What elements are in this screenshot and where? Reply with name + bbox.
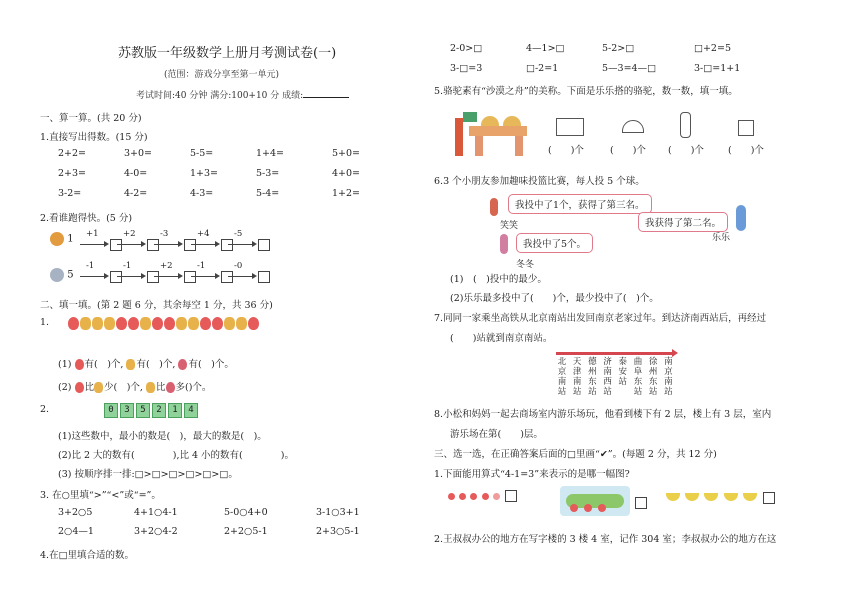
calc-item: 4-2=	[124, 188, 148, 199]
q1b-more: 多()个。	[175, 382, 212, 393]
answer-box	[221, 271, 233, 283]
pineapple-icon	[236, 317, 247, 330]
answer-box-b[interactable]	[635, 497, 647, 509]
banana-icon	[704, 493, 718, 501]
chain-op: -3	[160, 229, 169, 239]
shape-count-blank: ( )个	[548, 145, 584, 156]
fill-item: □-2=1	[526, 63, 559, 74]
q1b-less: 少( )个,	[104, 382, 143, 393]
shape-count-blank: ( )个	[610, 145, 646, 156]
calc-item: 2+3=	[58, 168, 87, 179]
arrow-icon	[178, 241, 183, 247]
digit-card: 5	[136, 403, 150, 418]
compare-item: 3-1○3+1	[316, 507, 360, 518]
chain-op: +2	[123, 229, 136, 239]
q7-text-a: 7.同同一家乘坐高铁从北京南站出发回南京老家过年。到达济南西站后，再经过	[434, 313, 767, 324]
sec1-q2: 2.看谁跑得快。(5 分)	[40, 213, 133, 224]
pineapple-icon	[188, 317, 199, 330]
sec2-q1-b	[58, 379, 211, 393]
fill-item: □+2=5	[694, 43, 731, 54]
bubble-dongdong: 我投中了5个。	[516, 233, 593, 253]
arrow-icon	[141, 241, 146, 247]
s3-q1: 1.下面能用算式“4-1=3”来表示的是哪一幅图?	[434, 469, 630, 480]
child-lele-icon	[736, 205, 746, 231]
strawberry-icon	[166, 382, 175, 393]
answer-box	[110, 271, 122, 283]
calc-item: 5+0=	[332, 148, 361, 159]
child-xiaoxiao-icon	[490, 198, 498, 216]
option-a-cherries	[448, 490, 518, 502]
answer-box-a[interactable]	[505, 490, 517, 502]
answer-box	[258, 239, 270, 251]
calc-item: 5-4=	[256, 188, 280, 199]
scope-note: (范围：游戏分享至第一单元)	[164, 70, 280, 80]
bubble-xiaoxiao: 我投中了1个，获得了第三名。	[508, 194, 652, 214]
rail-arrow-icon	[672, 349, 678, 357]
q5-text: 5.骆驼素有“沙漠之舟”的美称。下面是乐乐搭的骆驼，数一数，填一填。	[434, 86, 738, 97]
chain-op: +4	[197, 229, 210, 239]
elephant-icon	[50, 268, 64, 282]
compare-item: 3+2○5	[58, 507, 93, 518]
arrow-icon	[141, 273, 146, 279]
answer-box	[110, 239, 122, 251]
arrow-line	[228, 244, 254, 245]
arrow-line	[117, 276, 143, 277]
compare-item: 5-0○4+0	[224, 507, 268, 518]
pineapple-icon	[92, 317, 103, 330]
section1-heading: 一、算一算。(共 20 分)	[40, 113, 142, 124]
apple-icon	[68, 317, 79, 330]
cherry-icon	[448, 493, 455, 500]
apple-icon	[248, 317, 259, 330]
q1b-bi: 比	[84, 382, 95, 393]
arrow-line	[80, 244, 106, 245]
apple-icon	[152, 317, 163, 330]
digit-card: 2	[152, 403, 166, 418]
banana-icon	[685, 493, 699, 501]
fill-item: 3-□=3	[450, 63, 483, 74]
strawberry-icon	[178, 359, 187, 370]
banana-icon	[666, 493, 680, 501]
station-name: 天津南站	[572, 357, 582, 397]
apple-icon	[212, 317, 223, 330]
apple-icon	[128, 317, 139, 330]
arrow-line	[154, 244, 180, 245]
sec2-q4: 4.在□里填合适的数。	[40, 550, 135, 561]
pineapple-icon	[80, 317, 91, 330]
fill-item: 4—1>□	[526, 43, 565, 54]
sec2-q2-num: 2.	[40, 404, 50, 415]
answer-box	[147, 239, 159, 251]
chain-op: +2	[160, 261, 173, 271]
apple-icon	[164, 317, 175, 330]
answer-box	[147, 271, 159, 283]
compare-item: 3+2○4-2	[134, 526, 178, 537]
banana-icon	[724, 493, 738, 501]
name-dongdong: 冬冬	[516, 260, 535, 270]
station-name: 北京南站	[557, 357, 567, 397]
answer-box	[258, 271, 270, 283]
fill-item: 5—3=4—□	[602, 63, 657, 74]
s3-q2: 2.王叔叔办公的地方在写字楼的 3 楼 4 室，记作 304 室；李叔叔办公的地方在这	[434, 534, 777, 545]
option-c-bananas	[666, 492, 776, 504]
rail-line	[556, 352, 674, 355]
half-cylinder-icon	[622, 120, 644, 133]
sec2-q1-a	[58, 356, 234, 370]
exam-info	[136, 88, 349, 101]
calc-item: 4-3=	[190, 188, 214, 199]
calc-item: 5-5=	[190, 148, 214, 159]
fruit-row	[68, 317, 260, 330]
lion-icon	[50, 232, 64, 246]
pineapple-icon	[104, 317, 115, 330]
station-name: 徐州东站	[648, 357, 658, 397]
digit-card: 3	[120, 403, 134, 418]
calc-item: 4+0=	[332, 168, 361, 179]
chain1-start: 1	[67, 233, 74, 245]
answer-box	[184, 239, 196, 251]
digit-card: 0	[104, 403, 118, 418]
pineapple-icon	[94, 382, 103, 393]
answer-box-c[interactable]	[763, 492, 775, 504]
cube-icon	[738, 120, 754, 136]
arrow-icon	[252, 241, 257, 247]
option-b-apple-tree-image	[560, 486, 630, 516]
q6-1: (1) ( )投中的最少。	[450, 274, 547, 285]
sec2-q2-2: (2)比 2 大的数有( ),比 4 小的数有( )。	[58, 450, 294, 461]
chain-op: +1	[86, 229, 99, 239]
station-name: 泰安站	[618, 357, 628, 387]
arrow-icon	[215, 241, 220, 247]
pineapple-icon	[224, 317, 235, 330]
arrow-icon	[178, 273, 183, 279]
station-name: 德州东站	[588, 357, 597, 397]
digit-cards	[104, 403, 200, 418]
station-name: 济南西站	[603, 357, 612, 397]
apple-icon	[75, 382, 84, 393]
arrow-line	[117, 244, 143, 245]
arrow-line	[191, 276, 217, 277]
chain-1	[50, 232, 74, 246]
apple-icon	[75, 359, 84, 370]
arrow-icon	[215, 273, 220, 279]
page-title: 苏教版一年级数学上册月考测试卷(一)	[118, 46, 337, 61]
compare-item: 2○4—1	[58, 526, 94, 537]
child-dongdong-icon	[500, 234, 508, 254]
banana-icon	[743, 493, 757, 501]
q1a-pine: 有( )个,	[136, 359, 176, 370]
arrow-icon	[104, 241, 109, 247]
pineapple-icon	[126, 359, 135, 370]
pineapple-icon	[140, 317, 151, 330]
chain-op: -0	[234, 261, 243, 271]
camel-blocks-image	[455, 108, 533, 156]
sec2-q1-num: 1.	[40, 317, 50, 328]
arrow-line	[228, 276, 254, 277]
chain-op: -1	[123, 261, 132, 271]
cherry-icon	[493, 493, 500, 500]
calc-item: 5-3=	[256, 168, 280, 179]
answer-box	[184, 271, 196, 283]
calc-item: 4-0=	[124, 168, 148, 179]
sec2-q2-3: (3) 按顺序排一排:□>□>□>□>□>□。	[58, 469, 238, 480]
chain-op: -5	[234, 229, 243, 239]
compare-item: 4+1○4-1	[134, 507, 178, 518]
q1b-bi2: 比	[155, 382, 166, 393]
compare-item: 2+2○5-1	[224, 526, 268, 537]
chain-op: -1	[197, 261, 206, 271]
q1a-apple: 有( )个,	[84, 359, 124, 370]
cherry-icon	[459, 493, 466, 500]
cherry-icon	[470, 493, 477, 500]
arrow-icon	[252, 273, 257, 279]
digit-card: 1	[168, 403, 182, 418]
q8-text-a: 8.小松和妈妈一起去商场室内游乐场玩，他看到楼下有 2 层，楼上有 3 层，室内	[434, 409, 772, 420]
arrow-line	[154, 276, 180, 277]
arrow-line	[80, 276, 106, 277]
apple-icon	[200, 317, 211, 330]
shape-count-blank: ( )个	[668, 145, 704, 156]
answer-box	[221, 239, 233, 251]
calc-item: 1+2=	[332, 188, 361, 199]
cherry-icon	[482, 493, 489, 500]
q1a-label: (1)	[58, 359, 72, 370]
name-xiaoxiao: 笑笑	[500, 221, 519, 231]
station-name: 南京南站	[664, 357, 673, 397]
cylinder-icon	[680, 112, 691, 138]
calc-item: 3+0=	[124, 148, 153, 159]
fill-item: 2-0>□	[450, 43, 483, 54]
fill-item: 3-□=1+1	[694, 63, 741, 74]
shape-count-blank: ( )个	[728, 145, 764, 156]
pineapple-icon	[146, 382, 155, 393]
bubble-lele: 我获得了第二名。	[638, 212, 728, 232]
chain2-start: 5	[67, 269, 74, 281]
q8-text-b: 游乐场在第( )层。	[450, 429, 543, 440]
station-name: 曲阜东站	[633, 357, 643, 397]
section2-heading: 二、填一填。(第 2 题 6 分，其余每空 1 分，共 36 分)	[40, 300, 273, 311]
name-lele: 乐乐	[712, 233, 731, 243]
score-blank	[303, 88, 349, 98]
chain-2	[50, 268, 74, 282]
calc-item: 3-2=	[58, 188, 82, 199]
sec2-q2-1: (1)这些数中，最小的数是( )，最大的数是( )。	[58, 431, 267, 442]
sec1-q1: 1.直接写出得数。(15 分)	[40, 132, 148, 143]
calc-item: 2+2=	[58, 148, 87, 159]
cuboid-icon	[556, 118, 584, 136]
chain-op: -1	[86, 261, 95, 271]
q1a-straw: 有( )个。	[188, 359, 234, 370]
exam-info-text: 考试时间:40 分钟 满分:100+10 分 成绩:	[136, 91, 304, 101]
q1b-label: (2)	[58, 382, 72, 393]
q7-text-b: ( )站就到南京南站。	[450, 333, 553, 344]
fill-item: 5-2>□	[602, 43, 635, 54]
section3-heading: 三、选一选，在正确答案后面的□里画“✔”。(每题 2 分，共 12 分)	[434, 449, 717, 460]
calc-item: 1+3=	[190, 168, 219, 179]
calc-item: 1+4=	[256, 148, 285, 159]
sec2-q3: 3. 在○里填“>”“<”或“=”。	[40, 490, 161, 501]
q6-text: 6.3 个小朋友参加趣味投篮比赛，每人投 5 个球。	[434, 176, 645, 187]
arrow-line	[191, 244, 217, 245]
arrow-icon	[104, 273, 109, 279]
apple-icon	[116, 317, 127, 330]
compare-item: 2+3○5-1	[316, 526, 360, 537]
digit-card: 4	[184, 403, 198, 418]
q6-2: (2)乐乐最多投中了( )个，最少投中了( )个。	[450, 293, 659, 304]
pineapple-icon	[176, 317, 187, 330]
